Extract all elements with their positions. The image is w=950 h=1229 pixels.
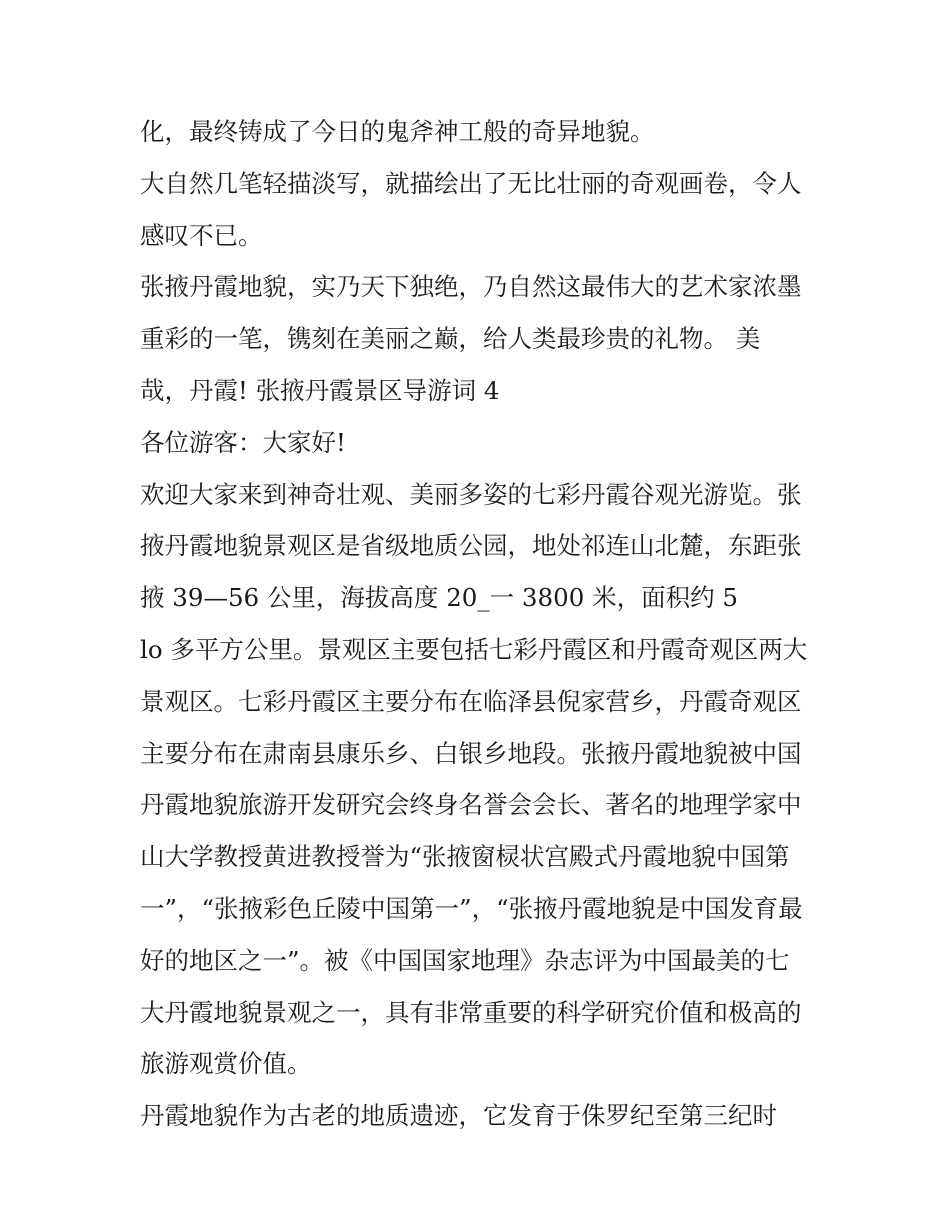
text-line: 丹霞地貌旅游开发研究会终身名誉会会长、著名的地理学家中 bbox=[140, 790, 802, 820]
text-line: 大丹霞地貌景观之一，具有非常重要的科学研究价值和极高的 bbox=[140, 997, 802, 1027]
text-line: 化，最终铸成了今日的鬼斧神工般的奇异地貌。 bbox=[140, 117, 655, 146]
text-line: 掖丹霞地貌景观区是省级地质公园，地处祁连山北麓，东距张 bbox=[140, 531, 802, 561]
text-line: 掖 39—56 公里，海拔高度 20_一 3800 米，面积约 5 bbox=[140, 583, 738, 613]
text-line: 好的地区之一”。被《中国国家地理》杂志评为中国最美的七 bbox=[140, 945, 790, 975]
text-line: 张掖丹霞地貌，实乃天下独绝，乃自然这最伟大的艺术家浓墨 bbox=[140, 272, 802, 302]
text-line: 感叹不已。 bbox=[140, 220, 263, 250]
text-line: 哉，丹霞! 张掖丹霞景区导游词 4 bbox=[140, 375, 500, 405]
text-line: 各位游客：大家好! bbox=[140, 427, 346, 457]
text-line: 大自然几笔轻描淡写，就描绘出了无比壮丽的奇观画卷，令人 bbox=[140, 168, 802, 198]
document-body bbox=[140, 106, 820, 1142]
text-line: 主要分布在肃南县康乐乡、白银乡地段。张掖丹霞地貌被中国 bbox=[140, 738, 802, 768]
text-line: 旅游观赏价值。 bbox=[140, 1049, 312, 1079]
text-line: 一”，“张掖彩色丘陵中国第一”，“张掖丹霞地貌是中国发育最 bbox=[140, 893, 803, 923]
text-line: 丹霞地貌作为古老的地质遗迹，它发育于侏罗纪至第三纪时 bbox=[140, 1101, 777, 1131]
text-line: 景观区。七彩丹霞区主要分布在临泽县倪家营乡，丹霞奇观区 bbox=[140, 686, 802, 716]
text-line: 山大学教授黄进教授誉为“张掖窗棂状宫殿式丹霞地貌中国第 bbox=[140, 842, 790, 872]
text-line: 重彩的一笔，镌刻在美丽之巅，给人类最珍贵的礼物。 美 bbox=[140, 324, 761, 354]
text-line: lo 多平方公里。景观区主要包括七彩丹霞区和丹霞奇观区两大 bbox=[140, 634, 808, 664]
text-line: 欢迎大家来到神奇壮观、美丽多姿的七彩丹霞谷观光游览。张 bbox=[140, 479, 802, 509]
